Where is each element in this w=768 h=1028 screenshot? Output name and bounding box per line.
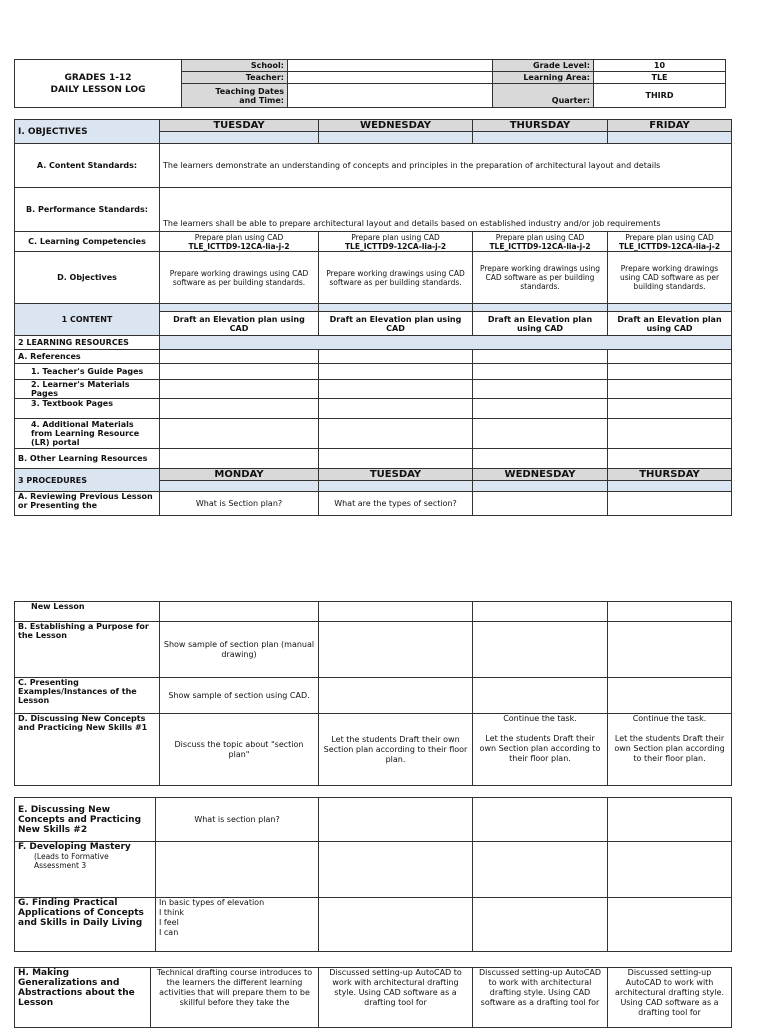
blank-cell bbox=[319, 898, 473, 952]
procedure-f-sub: (Leads to Formative Assessment 3 bbox=[34, 852, 109, 870]
blank-cell bbox=[319, 842, 473, 898]
blank-cell bbox=[608, 399, 732, 419]
dates-field[interactable] bbox=[288, 84, 493, 108]
blank-cell bbox=[319, 364, 473, 380]
blank-cell bbox=[160, 380, 319, 399]
blank-cell bbox=[473, 481, 608, 492]
content-standards-label: A. Content Standards: bbox=[15, 144, 160, 188]
day-header-4: FRIDAY bbox=[608, 120, 732, 132]
blank-cell bbox=[608, 481, 732, 492]
performance-standards-text: The learners shall be able to prepare architectural layout and details based on established industry and/or job requirements bbox=[160, 188, 732, 232]
blank-cell bbox=[319, 798, 473, 842]
blank-cell bbox=[319, 419, 473, 449]
blank-cell bbox=[319, 350, 473, 364]
blank-cell bbox=[160, 419, 319, 449]
blank-cell bbox=[473, 798, 608, 842]
blank-cell bbox=[160, 336, 732, 350]
g-line-1: In basic types of elevation bbox=[159, 898, 265, 907]
lesson-table-page1 bbox=[14, 119, 732, 516]
g-line-4: I can bbox=[159, 928, 179, 937]
procedure-d-tuesday: Let the students Draft their own Section plan according to their floor plan. bbox=[319, 714, 473, 786]
blank-cell bbox=[608, 678, 732, 714]
additional-materials-label: 4. Additional Materials from Learning Resource (LR) portal bbox=[15, 419, 160, 449]
lesson-table-page2 bbox=[14, 601, 732, 786]
blank-cell bbox=[473, 350, 608, 364]
area-label: Learning Area: bbox=[493, 72, 594, 84]
blank-cell bbox=[608, 419, 732, 449]
blank-cell bbox=[319, 481, 473, 492]
title-line-1: GRADES 1-12 bbox=[64, 72, 132, 83]
blank-cell bbox=[160, 481, 319, 492]
blank-cell bbox=[160, 304, 319, 312]
procedure-a-monday: What is Section plan? bbox=[160, 492, 319, 516]
area-value: TLE bbox=[594, 72, 726, 84]
lesson-table-page3 bbox=[14, 967, 732, 1028]
procedure-a-label: A. Reviewing Previous Lesson or Presenting the bbox=[15, 492, 160, 516]
blank-cell bbox=[608, 364, 732, 380]
procedure-d-wednesday bbox=[473, 714, 608, 786]
day-header-b-1: MONDAY bbox=[160, 469, 319, 481]
title-line-2: DAILY LESSON LOG bbox=[50, 84, 146, 95]
teacher-label: Teacher: bbox=[182, 72, 288, 84]
competency-text: Prepare plan using CAD bbox=[495, 232, 585, 242]
procedures-heading: 3 PROCEDURES bbox=[15, 469, 160, 492]
competency-code: TLE_ICTTD9-12CA-lia-j-2 bbox=[618, 241, 721, 251]
competency-code: TLE_ICTTD9-12CA-lia-j-2 bbox=[344, 241, 447, 251]
blank-cell bbox=[608, 449, 732, 469]
day-header-b-3: WEDNESDAY bbox=[473, 469, 608, 481]
day-header-1: TUESDAY bbox=[160, 120, 319, 132]
day-header-b-4: THURSDAY bbox=[608, 469, 732, 481]
learning-competencies-label: C. Learning Competencies bbox=[15, 232, 160, 252]
blank-cell bbox=[608, 622, 732, 678]
lesson-table-page2-lower bbox=[14, 797, 732, 952]
blank-cell bbox=[160, 602, 319, 622]
procedure-h-monday: Technical drafting course introduces to the learners the different learning activities that will prepare them to be skillful before they take the bbox=[151, 968, 319, 1028]
dates-label-1: Teaching Dates bbox=[215, 86, 284, 96]
learners-materials-label: 2. Learner's Materials Pages bbox=[15, 380, 160, 399]
blank-cell bbox=[473, 449, 608, 469]
day-header-2: WEDNESDAY bbox=[319, 120, 473, 132]
blank-cell bbox=[319, 449, 473, 469]
blank-cell bbox=[319, 678, 473, 714]
blank-cell bbox=[160, 364, 319, 380]
procedure-h-tuesday: Discussed setting-up AutoCAD to work with architectural drafting style. Using CAD software as a drafting tool for bbox=[319, 968, 473, 1028]
blank-cell bbox=[473, 380, 608, 399]
blank-cell bbox=[473, 898, 608, 952]
competency-cell bbox=[608, 232, 732, 252]
procedure-a-tuesday: What are the types of section? bbox=[319, 492, 473, 516]
blank-cell bbox=[319, 602, 473, 622]
blank-cell bbox=[473, 678, 608, 714]
g-line-3: I feel bbox=[159, 918, 179, 927]
procedure-h-label: H. Making Generalizations and Abstractions about the Lesson bbox=[15, 968, 151, 1028]
procedure-h-thursday: Discussed setting-up AutoCAD to work with architectural drafting style. Using CAD software as a drafting tool for bbox=[608, 968, 732, 1028]
blank-cell bbox=[319, 380, 473, 399]
content-cell: Draft an Elevation plan using CAD bbox=[608, 312, 732, 336]
references-label: A. References bbox=[15, 350, 160, 364]
blank-cell bbox=[608, 380, 732, 399]
blank-cell bbox=[473, 842, 608, 898]
quarter-value: THIRD bbox=[594, 84, 726, 108]
grade-label: Grade Level: bbox=[493, 60, 594, 72]
procedure-c-monday: Show sample of section using CAD. bbox=[160, 678, 319, 714]
blank-cell bbox=[608, 304, 732, 312]
procedure-a-label-cont: New Lesson bbox=[15, 602, 160, 622]
content-cell: Draft an Elevation plan using CAD bbox=[319, 312, 473, 336]
content-heading: 1 CONTENT bbox=[15, 304, 160, 336]
blank-cell bbox=[608, 350, 732, 364]
blank-cell bbox=[608, 492, 732, 516]
blank-cell bbox=[608, 898, 732, 952]
procedure-d-text: Let the students Draft their own Section plan according to their floor plan. bbox=[479, 734, 601, 763]
procedure-f-cell bbox=[15, 842, 156, 898]
competency-cell bbox=[319, 232, 473, 252]
log-title bbox=[15, 60, 182, 108]
blank-cell bbox=[473, 304, 608, 312]
objectives-heading: I. OBJECTIVES bbox=[15, 120, 160, 144]
procedure-d-thursday bbox=[608, 714, 732, 786]
competency-cell bbox=[160, 232, 319, 252]
objectives-d-label: D. Objectives bbox=[15, 252, 160, 304]
procedure-d-text: Let the students Draft their own Section plan according to their floor plan. bbox=[614, 734, 725, 763]
procedure-b-monday: Show sample of section plan (manual drawing) bbox=[160, 622, 319, 678]
blank-cell bbox=[473, 364, 608, 380]
blank-cell bbox=[160, 449, 319, 469]
school-field[interactable] bbox=[288, 60, 493, 72]
g-line-2: I think bbox=[159, 908, 185, 917]
teachers-guide-label: 1. Teacher's Guide Pages bbox=[15, 364, 160, 380]
content-cell: Draft an Elevation plan using CAD bbox=[473, 312, 608, 336]
competency-text: Prepare plan using CAD bbox=[351, 232, 440, 242]
continue-task-text: Continue the task. bbox=[503, 714, 577, 723]
procedure-h-wednesday: Discussed setting-up AutoCAD to work with architectural drafting style. Using CAD software as a drafting tool for bbox=[473, 968, 608, 1028]
textbook-pages-label: 3. Textbook Pages bbox=[15, 399, 160, 419]
blank-cell bbox=[319, 304, 473, 312]
blank-cell bbox=[473, 492, 608, 516]
competency-code: TLE_ICTTD9-12CA-lia-j-2 bbox=[489, 241, 591, 251]
day-header-3: THURSDAY bbox=[473, 120, 608, 132]
performance-standards-label: B. Performance Standards: bbox=[15, 188, 160, 232]
blank-cell bbox=[473, 602, 608, 622]
blank-cell bbox=[608, 602, 732, 622]
procedure-d-label: D. Discussing New Concepts and Practicing New Skills #1 bbox=[15, 714, 160, 786]
teacher-field[interactable] bbox=[288, 72, 493, 84]
blank-cell bbox=[608, 132, 732, 144]
blank-cell bbox=[608, 798, 732, 842]
objective-cell: Prepare working drawings using CAD software as per building standards. bbox=[319, 252, 473, 304]
quarter-label: Quarter: bbox=[493, 84, 594, 108]
blank-cell bbox=[319, 399, 473, 419]
blank-cell bbox=[160, 132, 319, 144]
procedure-f-label: F. Developing Mastery bbox=[18, 842, 131, 852]
procedure-g-label: G. Finding Practical Applications of Concepts and Skills in Daily Living bbox=[15, 898, 156, 952]
procedure-b-label: B. Establishing a Purpose for the Lesson bbox=[15, 622, 160, 678]
procedure-g-monday bbox=[156, 898, 319, 952]
competency-text: Prepare plan using CAD bbox=[625, 232, 714, 242]
content-cell: Draft an Elevation plan using CAD bbox=[160, 312, 319, 336]
objective-cell: Prepare working drawings using CAD software as per building standards. bbox=[473, 252, 608, 304]
grade-value: 10 bbox=[594, 60, 726, 72]
blank-cell bbox=[473, 132, 608, 144]
blank-cell bbox=[473, 622, 608, 678]
dates-label bbox=[182, 84, 288, 108]
other-resources-label: B. Other Learning Resources bbox=[15, 449, 160, 469]
blank-cell bbox=[319, 132, 473, 144]
school-label: School: bbox=[182, 60, 288, 72]
procedure-e-label: E. Discussing New Concepts and Practicing New Skills #2 bbox=[15, 798, 156, 842]
competency-code: TLE_ICTTD9-12CA-lia-j-2 bbox=[188, 241, 290, 251]
competency-text: Prepare plan using CAD bbox=[194, 232, 284, 242]
procedure-d-monday: Discuss the topic about "section plan" bbox=[160, 714, 319, 786]
blank-cell bbox=[473, 419, 608, 449]
blank-cell bbox=[160, 399, 319, 419]
content-standards-text: The learners demonstrate an understanding of concepts and principles in the preparation of architectural layout and details bbox=[160, 144, 732, 188]
learning-resources-heading: 2 LEARNING RESOURCES bbox=[15, 336, 160, 350]
blank-cell bbox=[319, 622, 473, 678]
objective-cell: Prepare working drawings using CAD software as per building standards. bbox=[160, 252, 319, 304]
blank-cell bbox=[608, 842, 732, 898]
blank-cell bbox=[156, 842, 319, 898]
blank-cell bbox=[473, 399, 608, 419]
procedure-e-monday: What is section plan? bbox=[156, 798, 319, 842]
competency-cell bbox=[473, 232, 608, 252]
header-table bbox=[14, 59, 726, 108]
continue-task-text: Continue the task. bbox=[632, 714, 707, 723]
procedure-c-label: C. Presenting Examples/Instances of the Lesson bbox=[15, 678, 160, 714]
day-header-b-2: TUESDAY bbox=[319, 469, 473, 481]
objective-cell: Prepare working drawings using CAD software as per building standards. bbox=[608, 252, 732, 304]
blank-cell bbox=[160, 350, 319, 364]
dates-label-2: and Time: bbox=[239, 95, 284, 105]
